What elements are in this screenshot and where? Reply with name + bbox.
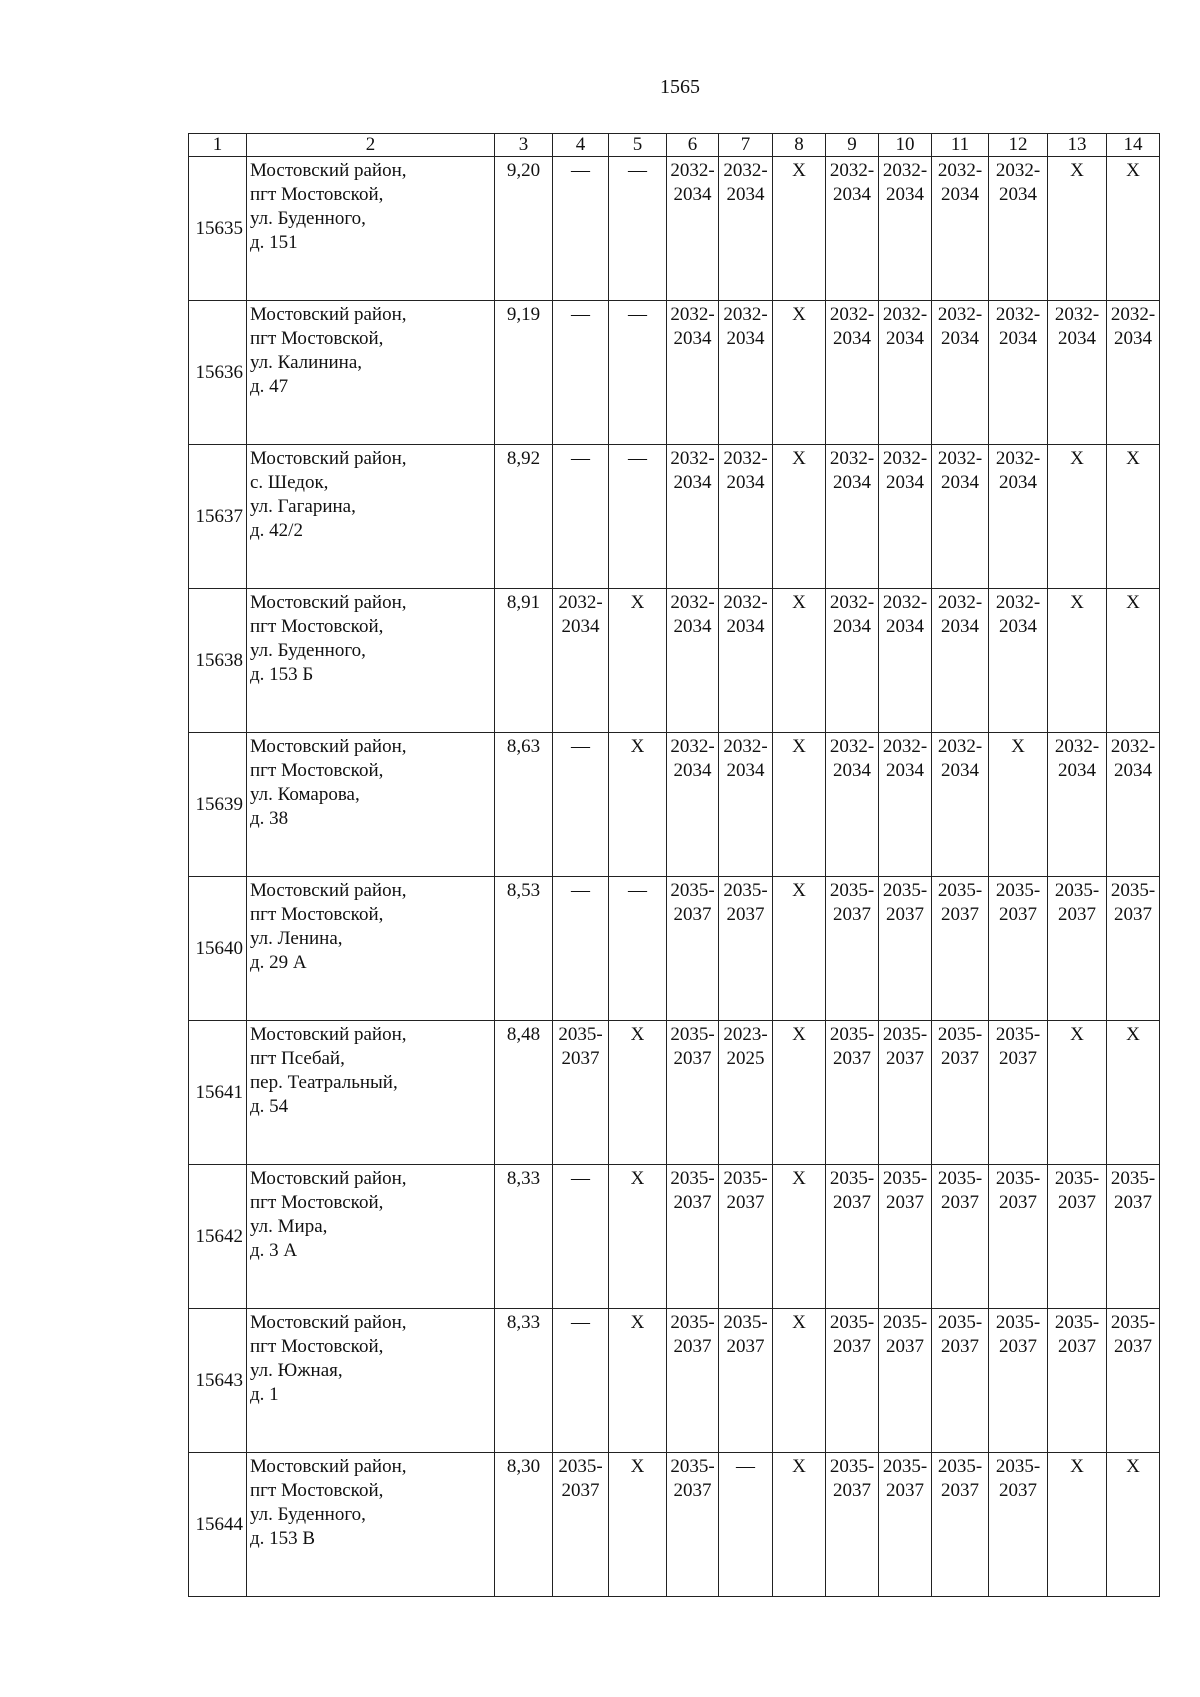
address-cell: [247, 301, 495, 445]
address-line: пгт Мостовской,: [250, 616, 384, 637]
period-cell: 2035- 2037: [667, 1021, 719, 1165]
address-line: ул. Мира,: [250, 1216, 328, 1237]
period-cell: 2032- 2034: [989, 301, 1048, 445]
address-line: д. 151: [250, 232, 298, 253]
period-cell: 2032- 2034: [932, 301, 989, 445]
table-row: [189, 733, 1160, 877]
row-number-cell: 15641: [189, 1021, 247, 1165]
period-cell: —: [609, 157, 667, 301]
column-header: 3: [495, 134, 553, 157]
column-header: 2: [247, 134, 495, 157]
period-cell: X: [773, 157, 826, 301]
address-line: д. 1: [250, 1384, 279, 1405]
period-cell: 2032- 2034: [826, 157, 879, 301]
address-line: ул. Южная,: [250, 1360, 343, 1381]
column-header: 6: [667, 134, 719, 157]
period-cell: 2035- 2037: [989, 1021, 1048, 1165]
period-cell: 2032- 2034: [1048, 733, 1107, 877]
period-cell: 2035- 2037: [553, 1453, 609, 1597]
period-cell: X: [1107, 589, 1160, 733]
period-cell: 2035- 2037: [1107, 877, 1160, 1021]
period-cell: —: [553, 1165, 609, 1309]
address-line: д. 153 Б: [250, 664, 314, 685]
address-cell: [247, 157, 495, 301]
address-cell: [247, 733, 495, 877]
period-cell: X: [1107, 1021, 1160, 1165]
period-cell: X: [1048, 157, 1107, 301]
column-header: 8: [773, 134, 826, 157]
period-cell: 2032- 2034: [719, 445, 773, 589]
period-cell: 2035- 2037: [879, 1453, 932, 1597]
address-line: пгт Мостовской,: [250, 328, 384, 349]
period-cell: 2032- 2034: [719, 589, 773, 733]
period-cell: X: [609, 1165, 667, 1309]
period-cell: 2035- 2037: [879, 1309, 932, 1453]
period-cell: 2035- 2037: [667, 1165, 719, 1309]
period-cell: X: [773, 1165, 826, 1309]
table-row: [189, 589, 1160, 733]
row-number-cell: 15642: [189, 1165, 247, 1309]
period-cell: —: [719, 1453, 773, 1597]
period-cell: X: [1107, 157, 1160, 301]
period-cell: 2035- 2037: [1048, 1309, 1107, 1453]
period-cell: 2035- 2037: [932, 1309, 989, 1453]
period-cell: 2035- 2037: [1048, 877, 1107, 1021]
address-cell: [247, 589, 495, 733]
period-cell: 2032- 2034: [989, 589, 1048, 733]
period-cell: 2032- 2034: [1107, 301, 1160, 445]
period-cell: 2032- 2034: [667, 157, 719, 301]
address-line: ул. Буденного,: [250, 1504, 366, 1525]
period-cell: X: [1048, 589, 1107, 733]
address-line: ул. Буденного,: [250, 208, 366, 229]
period-cell: X: [773, 445, 826, 589]
period-cell: X: [989, 733, 1048, 877]
period-cell: 2035- 2037: [932, 1165, 989, 1309]
address-line: Мостовский район,: [250, 592, 407, 613]
value-cell: 8,33: [495, 1309, 553, 1453]
period-cell: —: [553, 445, 609, 589]
period-cell: 2032- 2034: [879, 301, 932, 445]
page-number: 1565: [660, 76, 700, 98]
row-number-cell: 15635: [189, 157, 247, 301]
address-line: Мостовский район,: [250, 1456, 407, 1477]
address-line: д. 54: [250, 1096, 289, 1117]
address-line: пгт Псебай,: [250, 1048, 345, 1069]
address-line: Мостовский район,: [250, 736, 407, 757]
period-cell: 2032- 2034: [667, 733, 719, 877]
address-line: д. 47: [250, 376, 289, 397]
period-cell: 2035- 2037: [932, 877, 989, 1021]
table-row: [189, 157, 1160, 301]
table-row: [189, 1021, 1160, 1165]
period-cell: 2032- 2034: [879, 733, 932, 877]
period-cell: 2032- 2034: [719, 733, 773, 877]
value-cell: 8,33: [495, 1165, 553, 1309]
period-cell: 2035- 2037: [989, 1165, 1048, 1309]
period-cell: 2032- 2034: [932, 157, 989, 301]
period-cell: 2035- 2037: [826, 1309, 879, 1453]
address-line: д. 29 А: [250, 952, 307, 973]
column-header: 1: [189, 134, 247, 157]
period-cell: 2035- 2037: [826, 1165, 879, 1309]
address-cell: [247, 1453, 495, 1597]
address-line: Мостовский район,: [250, 1024, 407, 1045]
period-cell: 2032- 2034: [932, 445, 989, 589]
period-cell: 2032- 2034: [826, 733, 879, 877]
period-cell: 2035- 2037: [826, 1453, 879, 1597]
period-cell: 2035- 2037: [989, 1453, 1048, 1597]
period-cell: X: [773, 877, 826, 1021]
column-header: 4: [553, 134, 609, 157]
period-cell: 2032- 2034: [826, 301, 879, 445]
table-row: [189, 301, 1160, 445]
table-row: [189, 1165, 1160, 1309]
address-line: пер. Театральный,: [250, 1072, 398, 1093]
period-cell: X: [1048, 1453, 1107, 1597]
address-line: Мостовский район,: [250, 448, 407, 469]
period-cell: 2023- 2025: [719, 1021, 773, 1165]
row-number-cell: 15643: [189, 1309, 247, 1453]
period-cell: X: [773, 1309, 826, 1453]
period-cell: X: [609, 1453, 667, 1597]
row-number-cell: 15644: [189, 1453, 247, 1597]
period-cell: 2035- 2037: [1107, 1309, 1160, 1453]
period-cell: 2032- 2034: [826, 589, 879, 733]
value-cell: 8,91: [495, 589, 553, 733]
period-cell: 2035- 2037: [1048, 1165, 1107, 1309]
column-header: 10: [879, 134, 932, 157]
period-cell: X: [773, 1453, 826, 1597]
period-cell: X: [773, 589, 826, 733]
period-cell: X: [1107, 445, 1160, 589]
period-cell: 2035- 2037: [667, 1309, 719, 1453]
column-number-row: [189, 134, 1160, 157]
period-cell: X: [609, 1021, 667, 1165]
period-cell: 2032- 2034: [667, 589, 719, 733]
period-cell: X: [609, 1309, 667, 1453]
row-number-cell: 15639: [189, 733, 247, 877]
value-cell: 9,20: [495, 157, 553, 301]
column-header: 11: [932, 134, 989, 157]
address-line: д. 42/2: [250, 520, 303, 541]
period-cell: 2035- 2037: [826, 1021, 879, 1165]
period-cell: 2032- 2034: [719, 301, 773, 445]
period-cell: 2032- 2034: [1048, 301, 1107, 445]
period-cell: —: [553, 1309, 609, 1453]
period-cell: X: [1048, 445, 1107, 589]
address-line: пгт Мостовской,: [250, 1336, 384, 1357]
period-cell: 2035- 2037: [667, 877, 719, 1021]
address-line: пгт Мостовской,: [250, 184, 384, 205]
period-cell: 2035- 2037: [879, 1165, 932, 1309]
period-cell: 2035- 2037: [719, 1165, 773, 1309]
period-cell: 2032- 2034: [826, 445, 879, 589]
period-cell: 2032- 2034: [719, 157, 773, 301]
address-line: ул. Калинина,: [250, 352, 363, 373]
period-cell: X: [609, 589, 667, 733]
row-number-cell: 15636: [189, 301, 247, 445]
period-cell: 2035- 2037: [719, 1309, 773, 1453]
column-header: 7: [719, 134, 773, 157]
address-line: пгт Мостовской,: [250, 760, 384, 781]
column-header: 14: [1107, 134, 1160, 157]
period-cell: 2035- 2037: [719, 877, 773, 1021]
column-header: 9: [826, 134, 879, 157]
period-cell: 2035- 2037: [932, 1453, 989, 1597]
table-row: [189, 1453, 1160, 1597]
period-cell: 2032- 2034: [879, 589, 932, 733]
period-cell: 2035- 2037: [989, 877, 1048, 1021]
column-header: 12: [989, 134, 1048, 157]
table-header: [189, 134, 1160, 157]
address-cell: [247, 1309, 495, 1453]
period-cell: 2032- 2034: [932, 589, 989, 733]
column-header: 13: [1048, 134, 1107, 157]
value-cell: 9,19: [495, 301, 553, 445]
period-cell: X: [773, 301, 826, 445]
table-row: [189, 877, 1160, 1021]
value-cell: 8,30: [495, 1453, 553, 1597]
period-cell: 2035- 2037: [879, 877, 932, 1021]
address-cell: [247, 445, 495, 589]
period-cell: —: [553, 877, 609, 1021]
value-cell: 8,63: [495, 733, 553, 877]
address-line: Мостовский район,: [250, 1312, 407, 1333]
period-cell: 2032- 2034: [667, 445, 719, 589]
address-line: д. 3 А: [250, 1240, 298, 1261]
address-cell: [247, 877, 495, 1021]
address-line: Мостовский район,: [250, 1168, 407, 1189]
main-table: [188, 133, 1160, 1597]
period-cell: 2035- 2037: [667, 1453, 719, 1597]
period-cell: 2032- 2034: [879, 157, 932, 301]
address-line: пгт Мостовской,: [250, 1480, 384, 1501]
period-cell: 2032- 2034: [989, 445, 1048, 589]
table-row: [189, 445, 1160, 589]
period-cell: X: [1048, 1021, 1107, 1165]
period-cell: —: [609, 877, 667, 1021]
address-line: ул. Гагарина,: [250, 496, 356, 517]
period-cell: X: [773, 1021, 826, 1165]
column-header: 5: [609, 134, 667, 157]
period-cell: 2032- 2034: [932, 733, 989, 877]
period-cell: 2035- 2037: [826, 877, 879, 1021]
address-line: ул. Ленина,: [250, 928, 343, 949]
address-line: ул. Комарова,: [250, 784, 360, 805]
period-cell: 2035- 2037: [879, 1021, 932, 1165]
period-cell: —: [609, 445, 667, 589]
period-cell: 2035- 2037: [553, 1021, 609, 1165]
table-body: [189, 157, 1160, 1597]
address-cell: [247, 1165, 495, 1309]
address-cell: [247, 1021, 495, 1165]
period-cell: 2032- 2034: [553, 589, 609, 733]
period-cell: —: [553, 301, 609, 445]
period-cell: 2032- 2034: [989, 157, 1048, 301]
period-cell: 2032- 2034: [1107, 733, 1160, 877]
period-cell: —: [553, 733, 609, 877]
row-number-cell: 15640: [189, 877, 247, 1021]
value-cell: 8,92: [495, 445, 553, 589]
address-line: д. 38: [250, 808, 289, 829]
address-line: Мостовский район,: [250, 304, 407, 325]
period-cell: 2032- 2034: [667, 301, 719, 445]
address-line: Мостовский район,: [250, 160, 407, 181]
period-cell: —: [553, 157, 609, 301]
address-line: Мостовский район,: [250, 880, 407, 901]
address-line: пгт Мостовской,: [250, 1192, 384, 1213]
row-number-cell: 15638: [189, 589, 247, 733]
period-cell: X: [609, 733, 667, 877]
period-cell: 2035- 2037: [932, 1021, 989, 1165]
table-row: [189, 1309, 1160, 1453]
period-cell: X: [773, 733, 826, 877]
value-cell: 8,53: [495, 877, 553, 1021]
period-cell: 2035- 2037: [1107, 1165, 1160, 1309]
period-cell: 2035- 2037: [989, 1309, 1048, 1453]
period-cell: X: [1107, 1453, 1160, 1597]
period-cell: 2032- 2034: [879, 445, 932, 589]
address-line: с. Шедок,: [250, 472, 329, 493]
period-cell: —: [609, 301, 667, 445]
address-line: ул. Буденного,: [250, 640, 366, 661]
row-number-cell: 15637: [189, 445, 247, 589]
address-line: д. 153 В: [250, 1528, 316, 1549]
address-line: пгт Мостовской,: [250, 904, 384, 925]
value-cell: 8,48: [495, 1021, 553, 1165]
